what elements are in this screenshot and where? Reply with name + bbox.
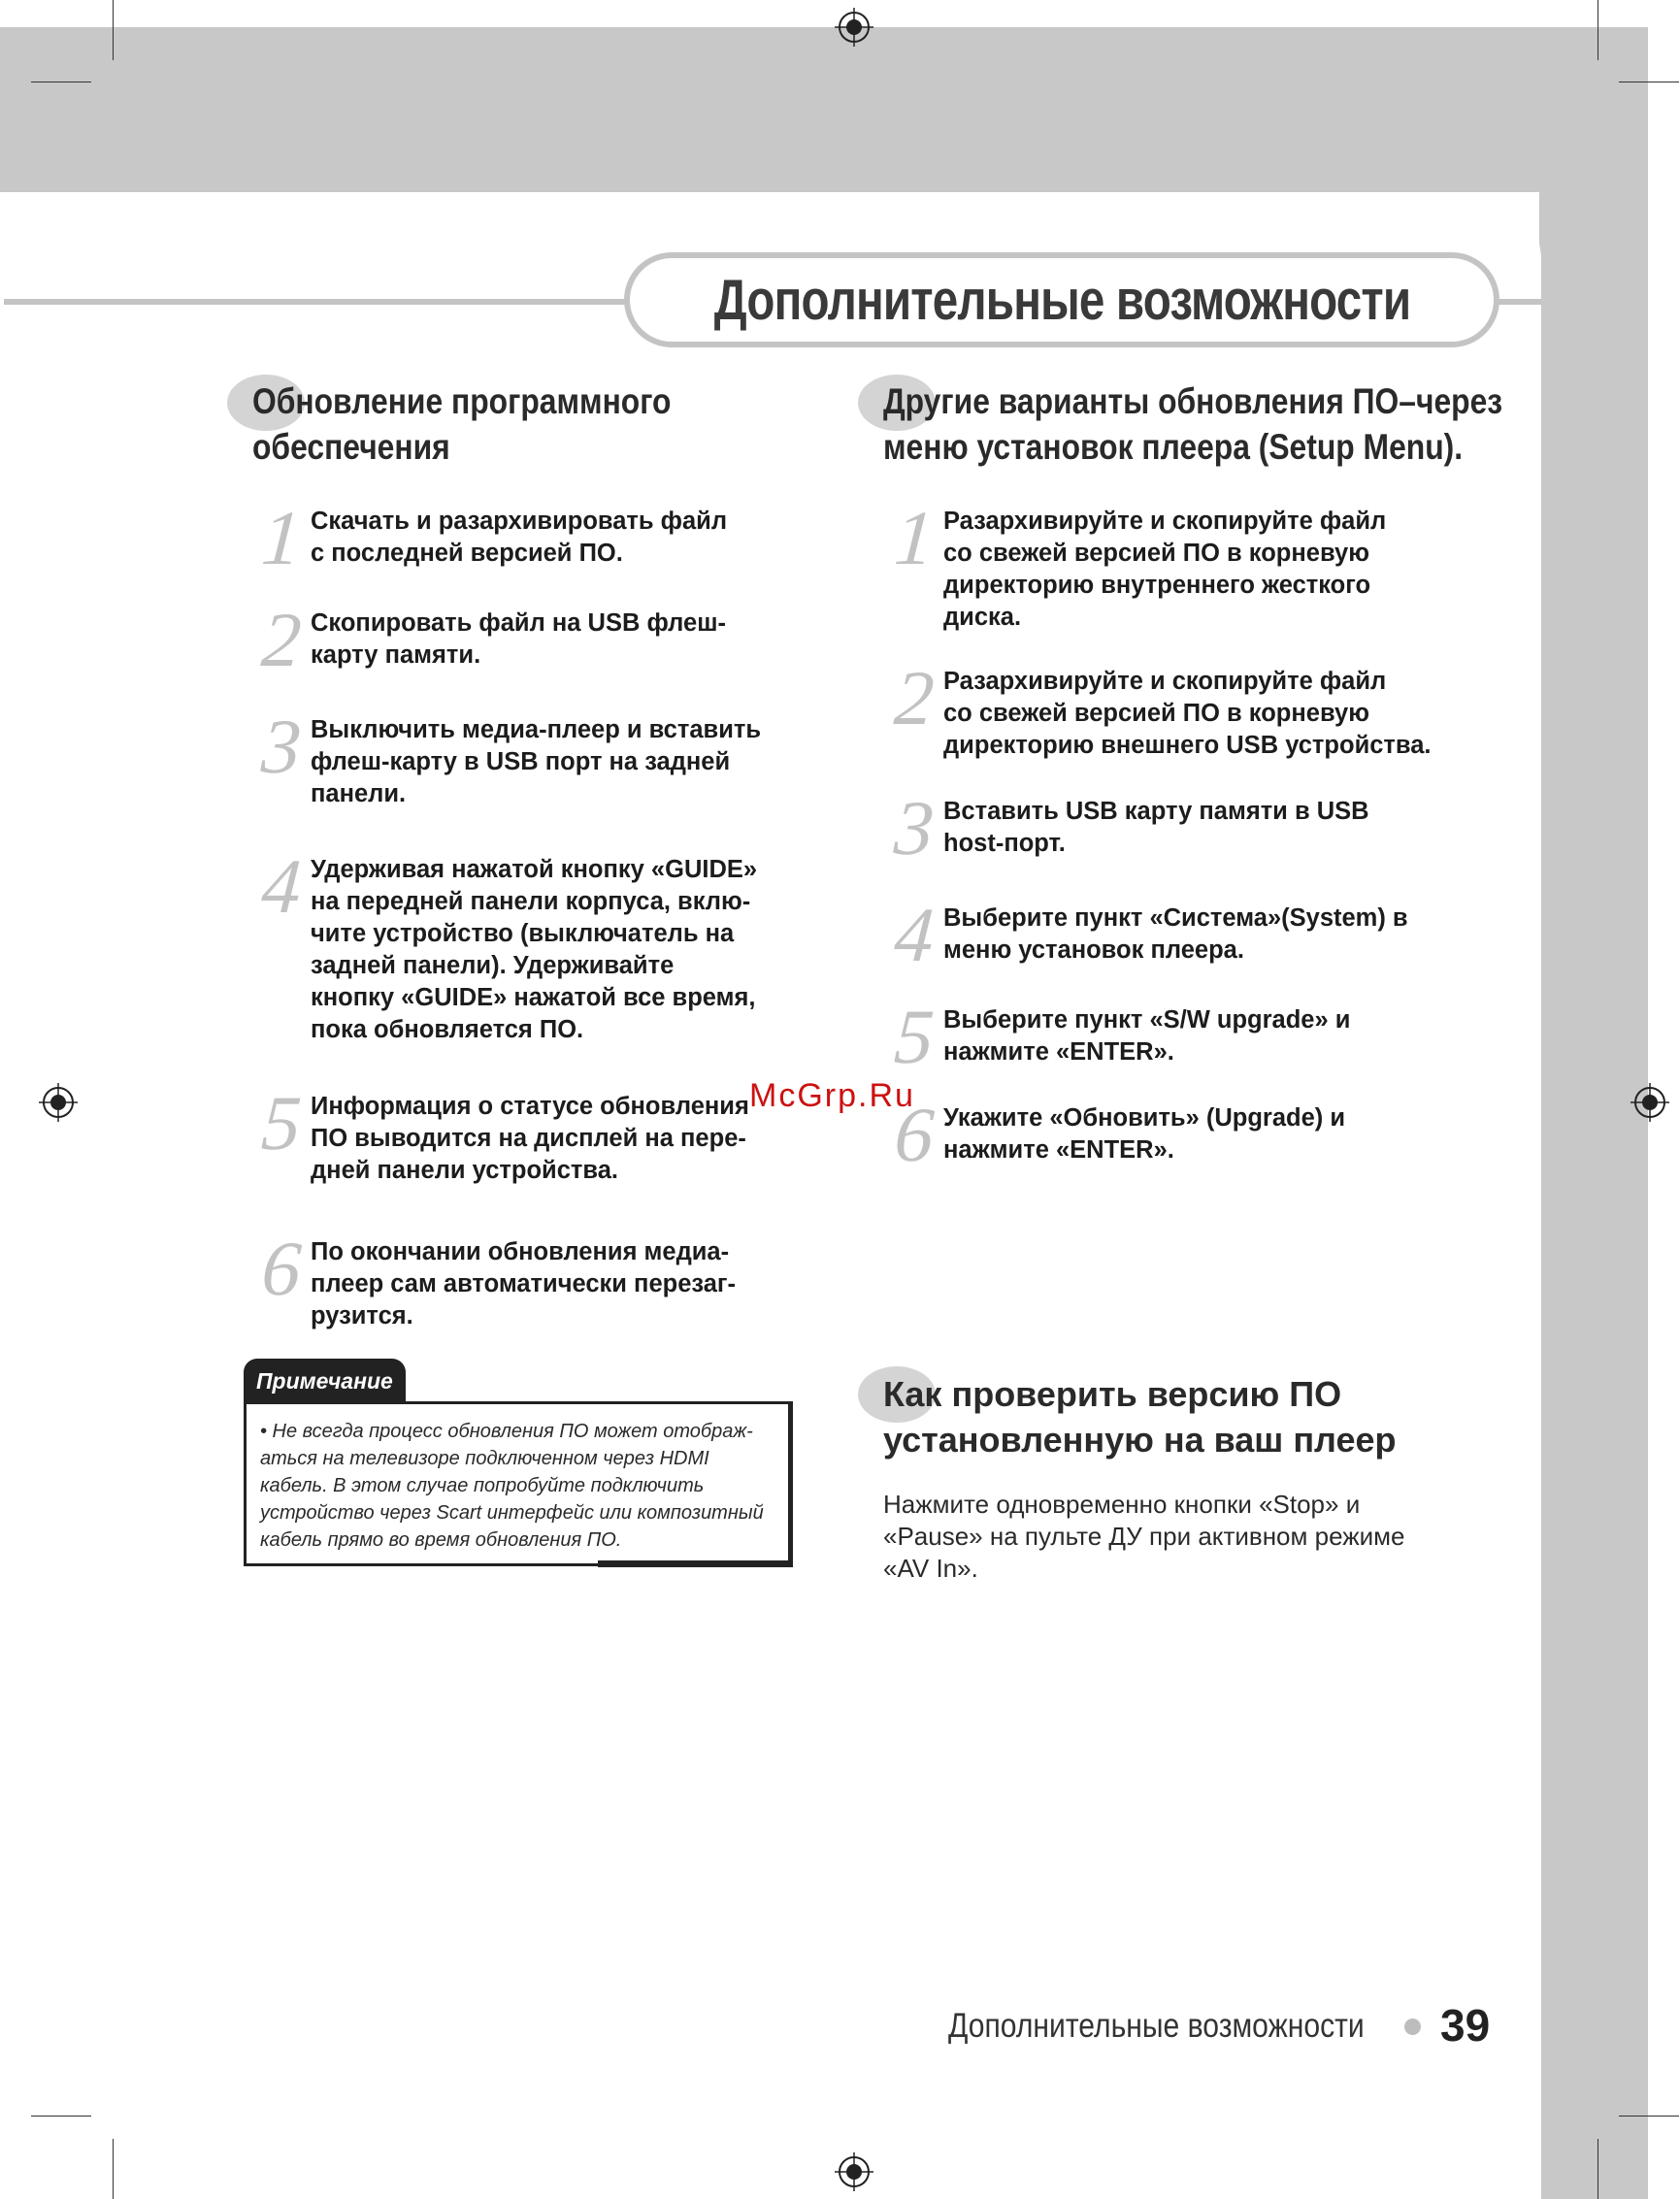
right-section-title-line1: Другие варианты обновления ПО–через bbox=[883, 381, 1503, 421]
step-text: Удерживая нажатой кнопку «GUIDE» на передней панели корпуса, вклю- чите устройство (выключатель на задней панели). Удерживайте кнопку «GUIDE» нажатой все время, пока обновляется ПО. bbox=[311, 856, 758, 1043]
step-number: 6 bbox=[258, 1227, 305, 1312]
step-number: 4 bbox=[891, 893, 938, 978]
left-step-5 bbox=[258, 1081, 749, 1187]
step-number: 3 bbox=[258, 705, 305, 790]
step-number: 1 bbox=[891, 496, 938, 581]
note-shadow bbox=[788, 1401, 793, 1566]
page-number: 39 bbox=[1440, 2000, 1491, 2051]
right-step-6 bbox=[891, 1093, 1346, 1178]
crop-mark bbox=[31, 2116, 91, 2117]
header-pill bbox=[624, 252, 1499, 347]
registration-mark-icon bbox=[835, 8, 873, 47]
left-step-2 bbox=[258, 598, 726, 683]
version-section-heading bbox=[883, 1371, 1397, 1462]
step-number: 5 bbox=[891, 995, 938, 1080]
step-text: Выберите пункт «Система»(System) в меню установок плеера. bbox=[943, 904, 1408, 964]
left-step-6 bbox=[258, 1227, 737, 1332]
version-section-text: Нажмите одновременно кнопки «Stop» и «Pause» на пульте ДУ при активном режиме «AV In». bbox=[883, 1490, 1405, 1583]
step-text: Выключить медиа-плеер и вставить флеш-карту в USB порт на задней панели. bbox=[311, 716, 762, 807]
watermark: McGrp.Ru bbox=[749, 1077, 915, 1114]
registration-mark-icon bbox=[1631, 1083, 1669, 1122]
step-text: Информация о статусе обновления ПО выводится на дисплей на пере- дней панели устройства. bbox=[311, 1093, 749, 1184]
right-section-heading bbox=[883, 378, 1603, 470]
step-text: Укажите «Обновить» (Upgrade) и нажмите «ENTER». bbox=[943, 1104, 1346, 1164]
left-step-4 bbox=[258, 844, 758, 1046]
footer-dot bbox=[1404, 2018, 1421, 2035]
left-step-3 bbox=[258, 705, 762, 810]
step-number: 4 bbox=[258, 844, 305, 930]
note-shadow bbox=[598, 1560, 793, 1567]
step-number: 2 bbox=[891, 656, 938, 741]
top-gray-band bbox=[0, 27, 1648, 192]
step-number: 1 bbox=[258, 496, 305, 581]
step-number: 2 bbox=[258, 598, 305, 683]
version-section-title-line2: установленную на ваш плеер bbox=[883, 1420, 1397, 1460]
step-number: 6 bbox=[891, 1093, 938, 1178]
left-step-1 bbox=[258, 496, 728, 581]
registration-mark-icon bbox=[835, 2152, 873, 2191]
crop-mark bbox=[113, 0, 114, 60]
page-title: Дополнительные возможности bbox=[713, 268, 1410, 332]
right-step-4 bbox=[891, 893, 1408, 978]
step-text: По окончании обновления медиа- плеер сам автоматически перезаг- рузится. bbox=[311, 1238, 737, 1329]
step-text: Скачать и разархивировать файл с последней версией ПО. bbox=[311, 508, 728, 567]
right-step-1 bbox=[891, 496, 1387, 634]
footer-label: Дополнительные возможности bbox=[948, 2007, 1365, 2045]
left-section-title-line1: Обновление программного bbox=[252, 381, 672, 421]
right-step-3 bbox=[891, 786, 1369, 871]
right-step-5 bbox=[891, 995, 1351, 1080]
step-text: Скопировать файл на USB флеш- карту памяти. bbox=[311, 609, 726, 669]
page-card bbox=[0, 192, 1541, 2199]
version-section-title-line1: Как проверить версию ПО bbox=[883, 1374, 1342, 1414]
step-number: 3 bbox=[891, 786, 938, 871]
note-label: Примечание bbox=[244, 1359, 406, 1404]
left-section-title-line2: обеспечения bbox=[252, 427, 450, 467]
note-text: • Не всегда процесс обновления ПО может отображ- аться на телевизоре подключенном через HDMI кабель. В этом случае попробуйте подключить устройство через Scart интерфейс или композитный кабель прямо во время обновления ПО. bbox=[260, 1421, 764, 1551]
step-text: Вставить USB карту памяти в USB host-порт. bbox=[943, 798, 1369, 857]
note-box bbox=[244, 1401, 793, 1566]
right-step-2 bbox=[891, 656, 1432, 762]
left-section-heading bbox=[252, 378, 740, 470]
step-text: Разархивируйте и скопируйте файл со свежей версией ПО в корневую директорию внутреннего жесткого диска. bbox=[943, 508, 1387, 631]
crop-mark bbox=[113, 2139, 114, 2199]
step-text: Разархивируйте и скопируйте файл со свежей версией ПО в корневую директорию внешнего USB устройства. bbox=[943, 668, 1432, 759]
registration-mark-icon bbox=[39, 1083, 78, 1122]
right-section-title-line2: меню установок плеера (Setup Menu). bbox=[883, 427, 1464, 467]
step-text: Выберите пункт «S/W upgrade» и нажмите «ENTER». bbox=[943, 1006, 1351, 1066]
crop-mark bbox=[1619, 2116, 1679, 2117]
step-number: 5 bbox=[258, 1081, 305, 1166]
